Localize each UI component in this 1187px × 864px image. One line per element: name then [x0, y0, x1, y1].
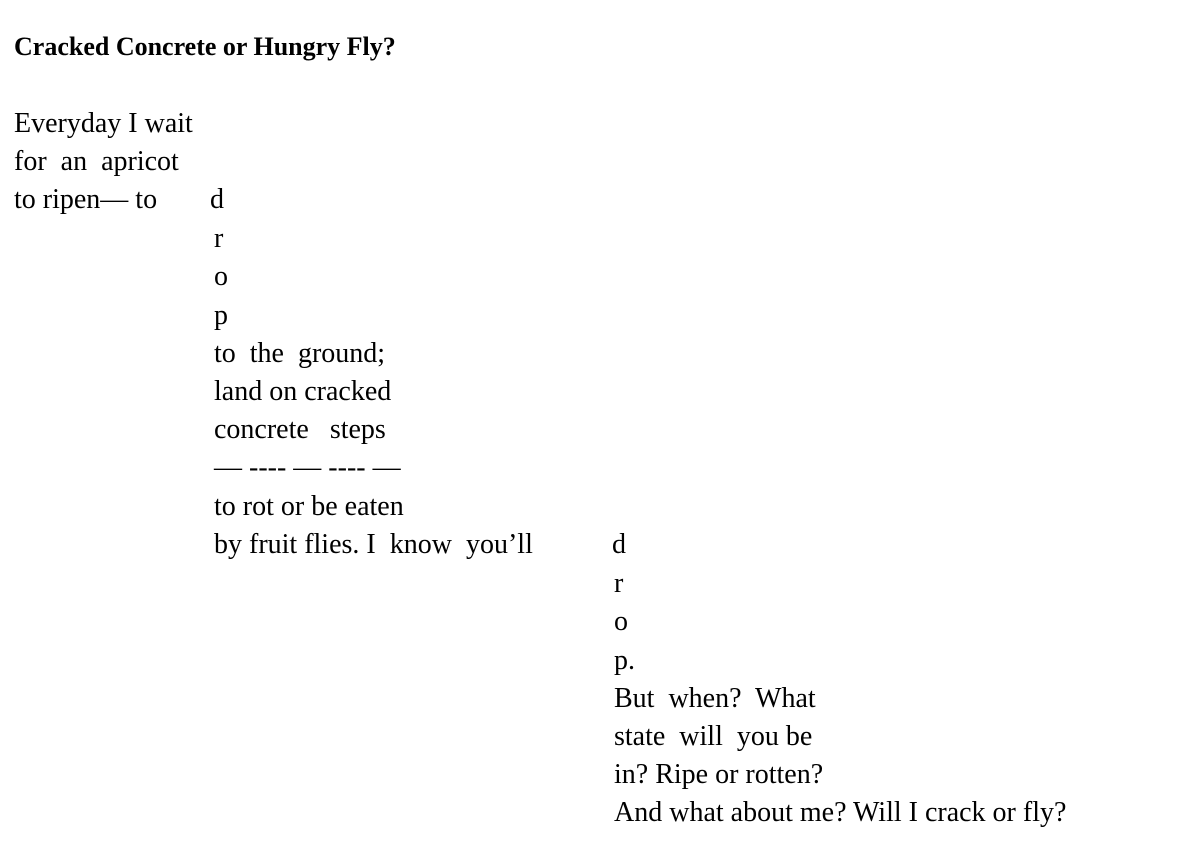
poem-line: d [612, 529, 626, 560]
poem-line: p [214, 300, 228, 331]
poem-line: o [214, 261, 228, 292]
poem-line: p. [614, 645, 635, 676]
poem-line: r [214, 223, 224, 254]
poem-line: — ---- — ---- — [214, 452, 401, 483]
poem-line: to rot or be eaten [214, 491, 404, 522]
poem-line: And what about me? Will I crack or fly? [614, 797, 1067, 828]
poem-line: Everyday I wait [14, 108, 193, 139]
poem-line: But when? What [614, 683, 816, 714]
poem-line: state will you be [614, 721, 813, 752]
poem-line: d [210, 184, 224, 215]
poem-line: to the ground; [214, 338, 386, 369]
poem-line: r [614, 568, 624, 599]
poem-line: land on cracked [214, 376, 392, 407]
poem-line: to ripen— to [14, 184, 158, 215]
poem-line: in? Ripe or rotten? [614, 759, 824, 790]
poem-title: Cracked Concrete or Hungry Fly? [14, 32, 396, 61]
poem-line: o [614, 606, 628, 637]
poem-line: for an apricot [14, 146, 179, 177]
poem-line: by fruit flies. I know you’ll [214, 529, 533, 560]
poem-line: concrete steps [214, 414, 386, 445]
